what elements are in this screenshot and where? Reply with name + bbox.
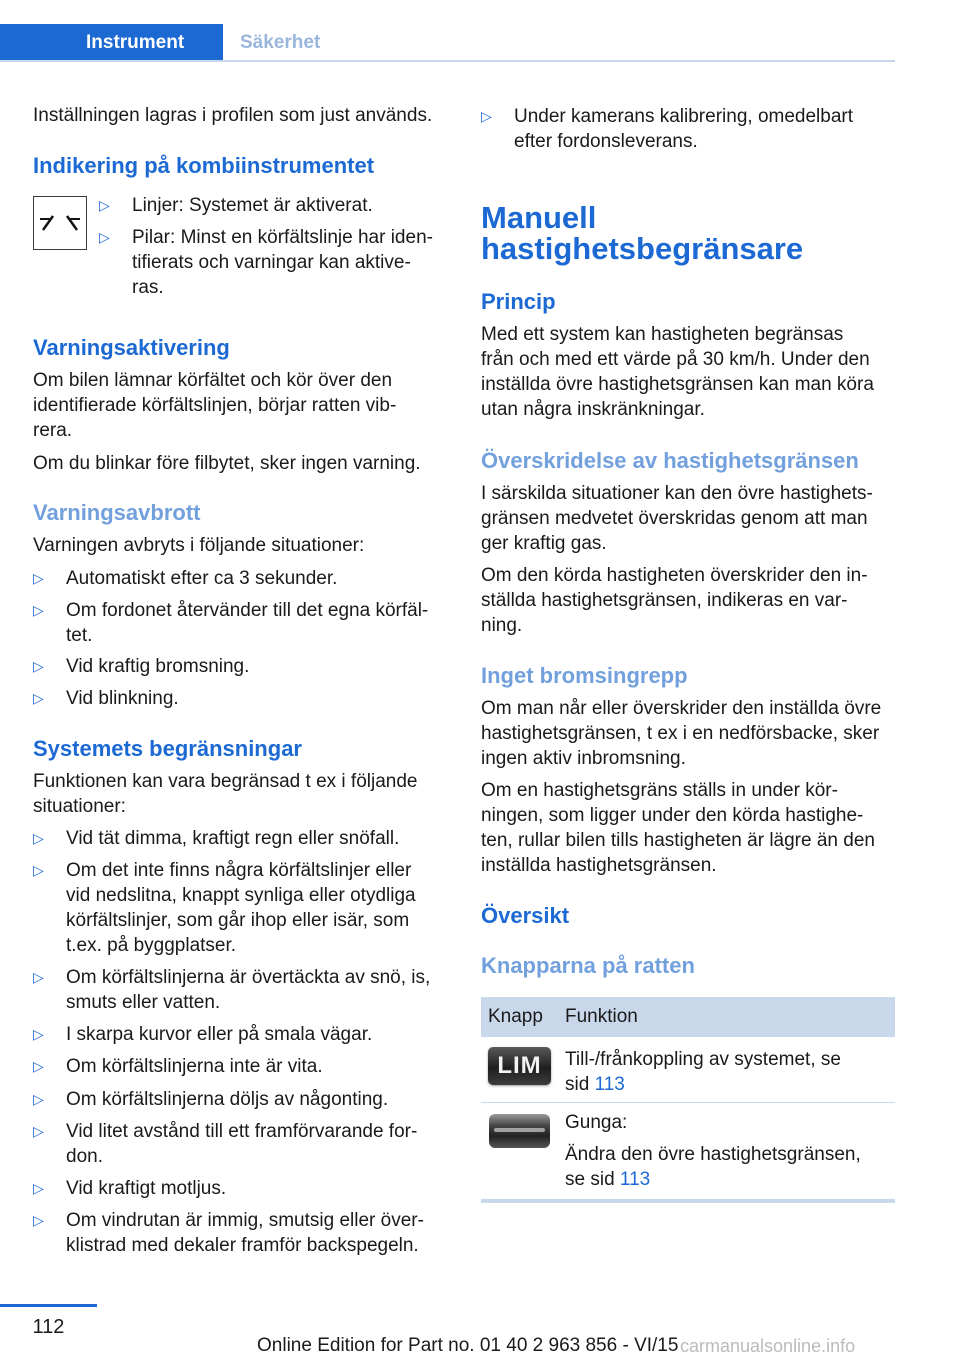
heading-indikering: Indikering på kombiinstrumentet: [33, 153, 375, 178]
paragraph-line: rera.: [33, 420, 73, 441]
paragraph-line: I särskilda situationer kan den övre hastighets‐: [481, 483, 873, 504]
paragraph-line: identifierade körfältslinjen, börjar ratten vib‐: [33, 395, 397, 416]
paragraph-line: gränsen medvetet överskridas genom att man: [481, 508, 868, 529]
paragraph-line: Funktionen kan vara begränsad t ex i följande: [33, 771, 418, 792]
header-rule: [0, 60, 895, 62]
table-end-rule: [481, 1199, 895, 1203]
table-header: [481, 997, 895, 1037]
triangle-bullet-icon: ▷: [33, 1180, 44, 1196]
page-link[interactable]: 113: [619, 1169, 651, 1190]
table-cell: Ändra den övre hastighetsgränsen,: [565, 1144, 861, 1165]
paragraph-line: hastighetsgränsen, t ex i en nedförsbacke, sker: [481, 723, 880, 744]
heading-oversikt: Översikt: [481, 903, 570, 928]
paragraph-line: Om man når eller överskrider den inställda övre: [481, 698, 882, 719]
list-item-cont: klistrad med dekaler framför backspegeln.: [66, 1235, 419, 1256]
list-item-cont: tifierats och varningar kan aktive‐: [132, 252, 411, 273]
triangle-bullet-icon: ▷: [99, 197, 110, 213]
rocker-switch-icon: [488, 1113, 551, 1149]
footer-rule: [0, 1304, 97, 1307]
triangle-bullet-icon: ▷: [33, 1123, 44, 1139]
triangle-bullet-icon: ▷: [33, 690, 44, 706]
list-item-cont: vid nedslitna, knappt synliga eller otydliga: [66, 885, 416, 906]
table-cell: se sid 113: [565, 1169, 651, 1190]
paragraph-line: Om bilen lämnar körfältet och kör över den: [33, 370, 393, 391]
list-item-cont: ras.: [132, 277, 164, 298]
paragraph-line: inställda hastighetsgränsen.: [481, 855, 717, 876]
heading-knapparna: Knapparna på ratten: [481, 953, 695, 978]
tab-instrument[interactable]: Instrument: [0, 24, 223, 62]
column-header-knapp: Knapp: [488, 1006, 543, 1027]
page-title-line-2: hastighetsbegränsare: [481, 231, 804, 266]
paragraph-line: Om du blinkar före filbytet, sker ingen varning.: [33, 453, 421, 474]
list-item-cont: tet.: [66, 625, 93, 646]
page-number: 112: [32, 1316, 65, 1338]
row-divider: [481, 1102, 895, 1103]
heading-overskridelse: Överskridelse av hastighetsgränsen: [481, 448, 859, 473]
paragraph-line: Om en hastighetsgräns ställs in under kör‐: [481, 780, 838, 801]
paragraph-line: Med ett system kan hastigheten begränsas: [481, 324, 844, 345]
paragraph-line: ningen, som ligger under den körda hastighe‐: [481, 805, 864, 826]
triangle-bullet-icon: ▷: [33, 1026, 44, 1042]
triangle-bullet-icon: ▷: [33, 1058, 44, 1074]
triangle-bullet-icon: ▷: [33, 1091, 44, 1107]
lane-lines-icon: [33, 196, 87, 250]
paragraph-line: ning.: [481, 615, 523, 636]
paragraph-line: utan några inskränkningar.: [481, 399, 705, 420]
list-item-cont: smuts eller vatten.: [66, 992, 221, 1013]
column-header-funktion: Funktion: [565, 1006, 638, 1027]
paragraph-line: ingen aktiv inbromsning.: [481, 748, 686, 769]
paragraph-line: situationer:: [33, 796, 126, 817]
heading-varningsavbrott: Varningsavbrott: [33, 500, 201, 525]
table-cell: Gunga:: [565, 1112, 628, 1133]
heading-inget-bromsingrepp: Inget bromsingrepp: [481, 663, 688, 688]
list-item-cont: körfältslinjer, som går ihop eller isär, som: [66, 910, 410, 931]
lim-button-icon: LIM: [488, 1047, 551, 1085]
triangle-bullet-icon: ▷: [33, 658, 44, 674]
page-link[interactable]: 113: [594, 1074, 625, 1095]
edition-text: Online Edition for Part no. 01 40 2 963 856 - VI/15: [257, 1335, 679, 1356]
triangle-bullet-icon: ▷: [99, 229, 110, 245]
paragraph-line: från och med ett värde på 30 km/h. Under den: [481, 349, 870, 370]
paragraph-line: inställda övre hastighetsgränsen kan man köra: [481, 374, 874, 395]
heading-princip: Princip: [481, 289, 556, 314]
list-item-cont: t.ex. på byggplatser.: [66, 935, 237, 956]
paragraph-line: Varningen avbryts i följande situationer:: [33, 535, 365, 556]
triangle-bullet-icon: ▷: [481, 108, 492, 124]
watermark: carmanualsonline.info: [680, 1336, 856, 1356]
triangle-bullet-icon: ▷: [33, 830, 44, 846]
paragraph-line: ten, rullar bilen tills hastigheten är lägre än den: [481, 830, 875, 851]
paragraph-line: ställda hastighetsgränsen, indikeras en var‐: [481, 590, 848, 611]
paragraph-line: ger kraftig gas.: [481, 533, 607, 554]
triangle-bullet-icon: ▷: [33, 969, 44, 985]
paragraph-line: Om den körda hastigheten överskrider den in‐: [481, 565, 868, 586]
heading-begransningar: Systemets begränsningar: [33, 736, 302, 761]
page-title-line-1: Manuell: [481, 200, 597, 235]
top-tab-bar: [0, 0, 895, 62]
list-item-cont: don.: [66, 1146, 103, 1167]
intro-text: Inställningen lagras i profilen som just används.: [33, 105, 433, 126]
table-cell: Till-/frånkoppling av systemet, se: [565, 1049, 841, 1070]
table-cell: sid 113: [565, 1074, 625, 1095]
triangle-bullet-icon: ▷: [33, 1212, 44, 1228]
triangle-bullet-icon: ▷: [33, 570, 44, 586]
heading-varningsaktivering: Varningsaktivering: [33, 335, 230, 360]
tab-sakerhet[interactable]: Säkerhet: [240, 32, 321, 53]
list-item-cont: efter fordonsleverans.: [514, 131, 698, 152]
triangle-bullet-icon: ▷: [33, 602, 44, 618]
triangle-bullet-icon: ▷: [33, 862, 44, 878]
